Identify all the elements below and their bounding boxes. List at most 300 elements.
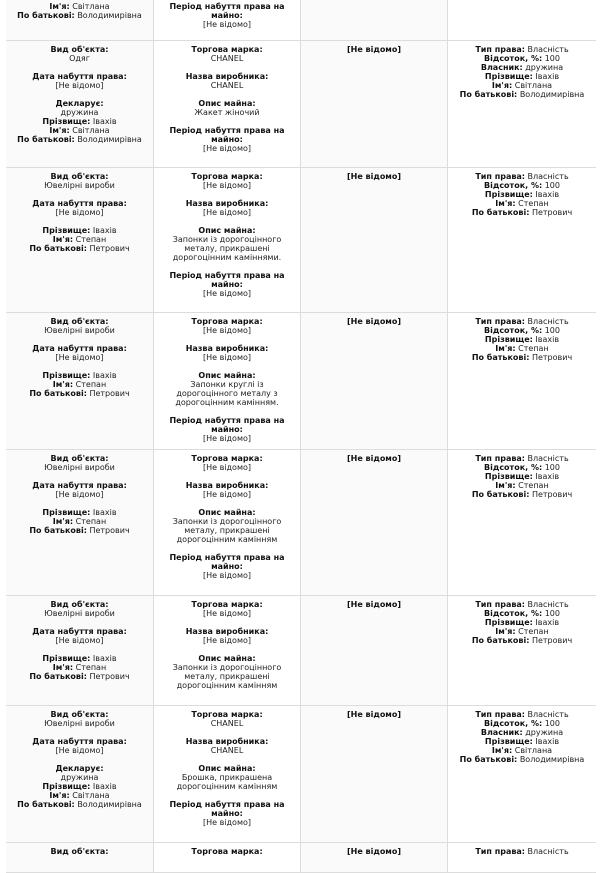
field-label: Назва виробника: <box>185 199 269 208</box>
ownership-value: Степан <box>518 344 549 353</box>
person-key: Ім'я: <box>52 380 74 389</box>
field-label: Назва виробника: <box>185 72 269 81</box>
table-row <box>6 313 596 450</box>
field-value: дружина <box>60 108 99 117</box>
field-value: дружина <box>60 773 99 782</box>
ownership-value: 100 <box>544 609 560 618</box>
person-line <box>6 117 153 126</box>
value-cell <box>300 0 447 40</box>
field-label: Опис майна: <box>198 508 256 517</box>
ownership-value: Степан <box>518 199 549 208</box>
field-label: Період набуття права на майно: <box>169 800 285 818</box>
ownership-key: Відсоток, %: <box>484 181 543 190</box>
field-block <box>6 627 153 645</box>
field-label: Вид об'єкта: <box>50 172 109 181</box>
ownership-value: Івахів <box>535 737 560 746</box>
brand-info-cell <box>153 0 300 40</box>
field-label: Дата набуття права: <box>32 627 127 636</box>
ownership-line <box>448 746 596 755</box>
ownership-line <box>448 710 596 719</box>
field-label: Торгова марка: <box>191 45 263 54</box>
field-block <box>6 371 153 398</box>
ownership-line <box>448 199 596 208</box>
ownership-key: Тип права: <box>475 172 525 181</box>
ownership-cell <box>447 0 596 40</box>
field-block <box>6 454 153 472</box>
ownership-key: Прізвище: <box>484 335 533 344</box>
field-block <box>154 764 300 791</box>
field-value: [Не відомо] <box>202 490 251 499</box>
field-value: [Не відомо] <box>202 571 251 580</box>
ownership-line <box>448 54 596 63</box>
ownership-key: Тип права: <box>475 317 525 326</box>
field-value: CHANEL <box>210 719 244 728</box>
field-label: Дата набуття права: <box>32 72 127 81</box>
ownership-cell <box>447 450 596 595</box>
field-label: Опис майна: <box>198 371 256 380</box>
person-key: По батькові: <box>17 11 75 20</box>
ownership-value: Івахів <box>535 618 560 627</box>
field-value: CHANEL <box>210 746 244 755</box>
field-block <box>154 271 300 298</box>
ownership-value: 100 <box>544 181 560 190</box>
person-value: Степан <box>75 663 107 672</box>
ownership-value: Власність <box>527 847 569 856</box>
field-label: Період набуття права на майно: <box>169 553 285 571</box>
field-value: [Не відомо] <box>202 20 251 29</box>
ownership-value: Степан <box>518 627 549 636</box>
object-info-cell <box>6 0 153 40</box>
field-block <box>6 508 153 535</box>
ownership-line <box>448 463 596 472</box>
field-value: Запонки із дорогоцінного металу, прикрашені дорогоцінним камінням <box>172 663 282 690</box>
ownership-line <box>448 326 596 335</box>
person-line <box>6 135 153 144</box>
field-block <box>154 416 300 443</box>
person-value: Івахів <box>92 782 117 791</box>
field-block <box>154 126 300 153</box>
ownership-line <box>448 317 596 326</box>
field-block <box>154 371 300 407</box>
ownership-key: Ім'я: <box>491 81 513 90</box>
ownership-line <box>448 208 596 217</box>
object-info-cell <box>6 41 153 167</box>
field-value: [Не відомо] <box>202 326 251 335</box>
field-label: Вид об'єкта: <box>50 600 109 609</box>
person-key: Прізвище: <box>42 371 91 380</box>
ownership-line <box>448 609 596 618</box>
field-label: Декларує: <box>55 764 104 773</box>
ownership-key: Прізвище: <box>484 737 533 746</box>
field-label: Торгова марка: <box>191 847 263 856</box>
person-value: Володимирівна <box>77 800 142 809</box>
ownership-key: Відсоток, %: <box>484 719 543 728</box>
person-line <box>6 389 153 398</box>
ownership-key: По батькові: <box>471 208 530 217</box>
ownership-key: Тип права: <box>475 710 525 719</box>
ownership-line <box>448 81 596 90</box>
ownership-key: Ім'я: <box>491 746 513 755</box>
ownership-line <box>448 755 596 764</box>
field-label: Вид об'єкта: <box>50 847 109 856</box>
field-block <box>6 344 153 362</box>
field-label: Вид об'єкта: <box>50 710 109 719</box>
field-block <box>154 553 300 580</box>
value-cell <box>300 168 447 312</box>
person-value: Івахів <box>92 371 117 380</box>
ownership-value: Світлана <box>514 81 553 90</box>
person-line <box>6 526 153 535</box>
brand-info-cell <box>153 596 300 705</box>
ownership-value: 100 <box>544 326 560 335</box>
ownership-line <box>448 190 596 199</box>
field-block <box>154 2 300 29</box>
brand-info-cell <box>153 313 300 449</box>
ownership-value: Івахів <box>535 472 560 481</box>
ownership-value: дружина <box>525 728 564 737</box>
field-label: Період набуття права на майно: <box>169 416 285 434</box>
ownership-value: Володимирівна <box>519 90 585 99</box>
value-cell <box>300 706 447 842</box>
ownership-line <box>448 728 596 737</box>
person-key: Прізвище: <box>42 226 91 235</box>
table-row <box>6 168 596 313</box>
person-line <box>6 380 153 389</box>
ownership-line <box>448 636 596 645</box>
ownership-value: Петрович <box>531 208 573 217</box>
field-block <box>154 800 300 827</box>
ownership-line <box>448 847 596 856</box>
ownership-cell <box>447 313 596 449</box>
field-value: [Не відомо] <box>202 609 251 618</box>
ownership-key: По батькові: <box>459 90 518 99</box>
ownership-line <box>448 481 596 490</box>
ownership-key: Ім'я: <box>495 344 516 353</box>
ownership-key: Відсоток, %: <box>484 326 543 335</box>
person-key: Прізвище: <box>42 782 91 791</box>
ownership-value: дружина <box>525 63 564 72</box>
value-status: [Не відомо] <box>346 454 401 463</box>
brand-info-cell <box>153 450 300 595</box>
field-value: Ювелірні вироби <box>44 181 115 190</box>
field-label: Вид об'єкта: <box>50 317 109 326</box>
ownership-line <box>448 627 596 636</box>
ownership-key: Ім'я: <box>495 481 516 490</box>
person-line <box>6 782 153 791</box>
person-value: Степан <box>75 380 107 389</box>
ownership-value: Івахів <box>535 190 560 199</box>
field-block <box>154 317 300 335</box>
ownership-value: Світлана <box>514 746 553 755</box>
brand-info-cell <box>153 168 300 312</box>
field-block <box>6 737 153 755</box>
person-key: Прізвище: <box>42 508 91 517</box>
field-block <box>6 99 153 144</box>
field-block <box>6 172 153 190</box>
ownership-line <box>448 90 596 99</box>
object-info-cell <box>6 168 153 312</box>
person-key: Ім'я: <box>49 2 70 11</box>
field-label: Назва виробника: <box>185 627 269 636</box>
ownership-key: Тип права: <box>475 454 525 463</box>
field-value: Запонки із дорогоцінного металу, прикрашені дорогоцінним камінням <box>172 517 282 544</box>
person-key: Ім'я: <box>52 663 74 672</box>
field-value: [Не відомо] <box>55 81 104 90</box>
ownership-line <box>448 600 596 609</box>
ownership-key: Ім'я: <box>495 627 516 636</box>
ownership-line <box>448 45 596 54</box>
person-value: Петрович <box>89 672 130 681</box>
person-key: Прізвище: <box>42 117 91 126</box>
object-info-cell <box>6 706 153 842</box>
field-label: Період набуття права на майно: <box>169 2 285 20</box>
value-status: [Не відомо] <box>346 847 401 856</box>
field-label: Опис майна: <box>198 764 256 773</box>
person-value: Івахів <box>92 226 117 235</box>
person-key: Ім'я: <box>49 126 70 135</box>
person-key: Ім'я: <box>52 235 74 244</box>
ownership-cell <box>447 41 596 167</box>
field-label: Торгова марка: <box>191 172 263 181</box>
person-line <box>6 371 153 380</box>
ownership-key: По батькові: <box>471 353 530 362</box>
ownership-line <box>448 172 596 181</box>
table-row <box>6 450 596 596</box>
brand-info-cell <box>153 41 300 167</box>
field-value: [Не відомо] <box>55 636 104 645</box>
ownership-key: Тип права: <box>475 847 525 856</box>
ownership-value: 100 <box>544 463 560 472</box>
person-line <box>6 800 153 809</box>
object-info-cell <box>6 596 153 705</box>
field-label: Вид об'єкта: <box>50 454 109 463</box>
field-block <box>154 45 300 63</box>
table-row <box>6 0 596 41</box>
field-block <box>6 226 153 253</box>
ownership-key: Власник: <box>480 63 523 72</box>
person-key: По батькові: <box>29 526 87 535</box>
person-value: Івахів <box>92 117 117 126</box>
field-block <box>6 2 153 20</box>
table-row <box>6 596 596 706</box>
field-block <box>6 710 153 728</box>
field-label: Опис майна: <box>198 99 256 108</box>
person-line <box>6 508 153 517</box>
ownership-value: Власність <box>527 454 569 463</box>
field-block <box>154 199 300 217</box>
value-status: [Не відомо] <box>346 710 401 719</box>
field-block <box>154 847 300 856</box>
field-block <box>154 654 300 690</box>
ownership-key: Ім'я: <box>495 199 516 208</box>
field-value: [Не відомо] <box>55 490 104 499</box>
field-value: [Не відомо] <box>55 746 104 755</box>
ownership-value: Власність <box>527 45 569 54</box>
ownership-key: По батькові: <box>471 636 530 645</box>
person-value: Світлана <box>72 791 110 800</box>
person-line <box>6 2 153 11</box>
field-label: Декларує: <box>55 99 104 108</box>
value-cell <box>300 41 447 167</box>
ownership-line <box>448 181 596 190</box>
field-block <box>154 737 300 755</box>
person-key: По батькові: <box>29 389 87 398</box>
ownership-value: 100 <box>544 54 560 63</box>
field-label: Дата набуття права: <box>32 199 127 208</box>
ownership-line <box>448 353 596 362</box>
person-line <box>6 672 153 681</box>
field-label: Період набуття права на майно: <box>169 271 285 289</box>
person-line <box>6 244 153 253</box>
ownership-key: По батькові: <box>471 490 530 499</box>
person-line <box>6 226 153 235</box>
table-row <box>6 41 596 168</box>
ownership-line <box>448 63 596 72</box>
field-label: Торгова марка: <box>191 317 263 326</box>
field-value: [Не відомо] <box>202 181 251 190</box>
field-block <box>154 344 300 362</box>
ownership-line <box>448 72 596 81</box>
ownership-cell <box>447 706 596 842</box>
field-value: [Не відомо] <box>202 353 251 362</box>
field-value: [Не відомо] <box>202 289 251 298</box>
field-label: Вид об'єкта: <box>50 45 109 54</box>
person-key: По батькові: <box>17 135 75 144</box>
person-key: Ім'я: <box>52 517 74 526</box>
ownership-value: Власність <box>527 172 569 181</box>
ownership-key: Відсоток, %: <box>484 463 543 472</box>
person-line <box>6 11 153 20</box>
field-block <box>6 481 153 499</box>
ownership-value: 100 <box>544 719 560 728</box>
person-line <box>6 517 153 526</box>
person-line <box>6 654 153 663</box>
ownership-key: Відсоток, %: <box>484 54 543 63</box>
field-value: Ювелірні вироби <box>44 326 115 335</box>
ownership-key: Прізвище: <box>484 72 533 81</box>
object-info-cell <box>6 450 153 595</box>
field-value: Ювелірні вироби <box>44 609 115 618</box>
ownership-value: Власність <box>527 600 569 609</box>
ownership-line <box>448 719 596 728</box>
ownership-line <box>448 618 596 627</box>
field-value: Ювелірні вироби <box>44 719 115 728</box>
ownership-key: Тип права: <box>475 600 525 609</box>
ownership-value: Івахів <box>535 335 560 344</box>
field-label: Торгова марка: <box>191 600 263 609</box>
person-key: Ім'я: <box>49 791 70 800</box>
field-label: Дата набуття права: <box>32 344 127 353</box>
ownership-line <box>448 454 596 463</box>
ownership-key: Власник: <box>480 728 523 737</box>
person-value: Світлана <box>72 126 110 135</box>
value-status: [Не відомо] <box>346 317 401 326</box>
field-block <box>6 600 153 618</box>
field-label: Торгова марка: <box>191 710 263 719</box>
field-label: Назва виробника: <box>185 344 269 353</box>
person-line <box>6 126 153 135</box>
field-block <box>154 627 300 645</box>
field-value: [Не відомо] <box>202 144 251 153</box>
table-row <box>6 843 596 873</box>
person-value: Степан <box>75 235 107 244</box>
person-value: Володимирівна <box>77 135 142 144</box>
value-status: [Не відомо] <box>346 45 401 54</box>
ownership-key: Прізвище: <box>484 618 533 627</box>
field-block <box>6 764 153 809</box>
value-status: [Не відомо] <box>346 600 401 609</box>
field-value: [Не відомо] <box>202 208 251 217</box>
field-block <box>154 226 300 262</box>
ownership-key: Прізвище: <box>484 472 533 481</box>
person-value: Петрович <box>89 244 130 253</box>
value-cell <box>300 596 447 705</box>
field-block <box>6 72 153 90</box>
field-block <box>154 600 300 618</box>
ownership-key: Тип права: <box>475 45 525 54</box>
ownership-line <box>448 472 596 481</box>
field-value: [Не відомо] <box>202 434 251 443</box>
brand-info-cell <box>153 706 300 842</box>
ownership-value: Петрович <box>531 353 573 362</box>
ownership-key: По батькові: <box>459 755 518 764</box>
ownership-value: Петрович <box>531 490 573 499</box>
ownership-key: Відсоток, %: <box>484 609 543 618</box>
field-label: Торгова марка: <box>191 454 263 463</box>
field-block <box>154 99 300 117</box>
ownership-line <box>448 344 596 353</box>
field-block <box>154 454 300 472</box>
field-block <box>6 317 153 335</box>
field-block <box>154 172 300 190</box>
field-label: Опис майна: <box>198 226 256 235</box>
field-value: Запонки круглі із дорогоцінного металу з дорогоцінним камінням. <box>175 380 279 407</box>
field-label: Назва виробника: <box>185 737 269 746</box>
field-block <box>154 710 300 728</box>
field-block <box>154 481 300 499</box>
field-block <box>6 45 153 63</box>
field-value: Жакет жіночий <box>194 108 260 117</box>
person-key: По батькові: <box>29 672 87 681</box>
field-value: CHANEL <box>210 54 244 63</box>
ownership-value: Власність <box>527 317 569 326</box>
person-value: Івахів <box>92 654 117 663</box>
person-value: Петрович <box>89 526 130 535</box>
field-value: [Не відомо] <box>55 353 104 362</box>
field-value: Брошка, прикрашена дорогоцінним камінням <box>176 773 278 791</box>
person-key: По батькові: <box>17 800 75 809</box>
ownership-line <box>448 335 596 344</box>
field-label: Назва виробника: <box>185 481 269 490</box>
field-value: Запонки із дорогоцінного металу, прикрашені дорогоцінним каміннями. <box>172 235 282 262</box>
field-value: [Не відомо] <box>202 636 251 645</box>
field-block <box>6 654 153 681</box>
ownership-value: Володимирівна <box>519 755 585 764</box>
person-line <box>6 235 153 244</box>
person-key: По батькові: <box>29 244 87 253</box>
person-value: Володимирівна <box>77 11 142 20</box>
field-label: Період набуття права на майно: <box>169 126 285 144</box>
person-value: Степан <box>75 517 107 526</box>
field-block <box>6 847 153 856</box>
field-value: [Не відомо] <box>55 208 104 217</box>
field-value: [Не відомо] <box>202 463 251 472</box>
object-info-cell <box>6 313 153 449</box>
field-value: [Не відомо] <box>202 818 251 827</box>
person-value: Івахів <box>92 508 117 517</box>
field-value: Ювелірні вироби <box>44 463 115 472</box>
field-value: CHANEL <box>210 81 244 90</box>
